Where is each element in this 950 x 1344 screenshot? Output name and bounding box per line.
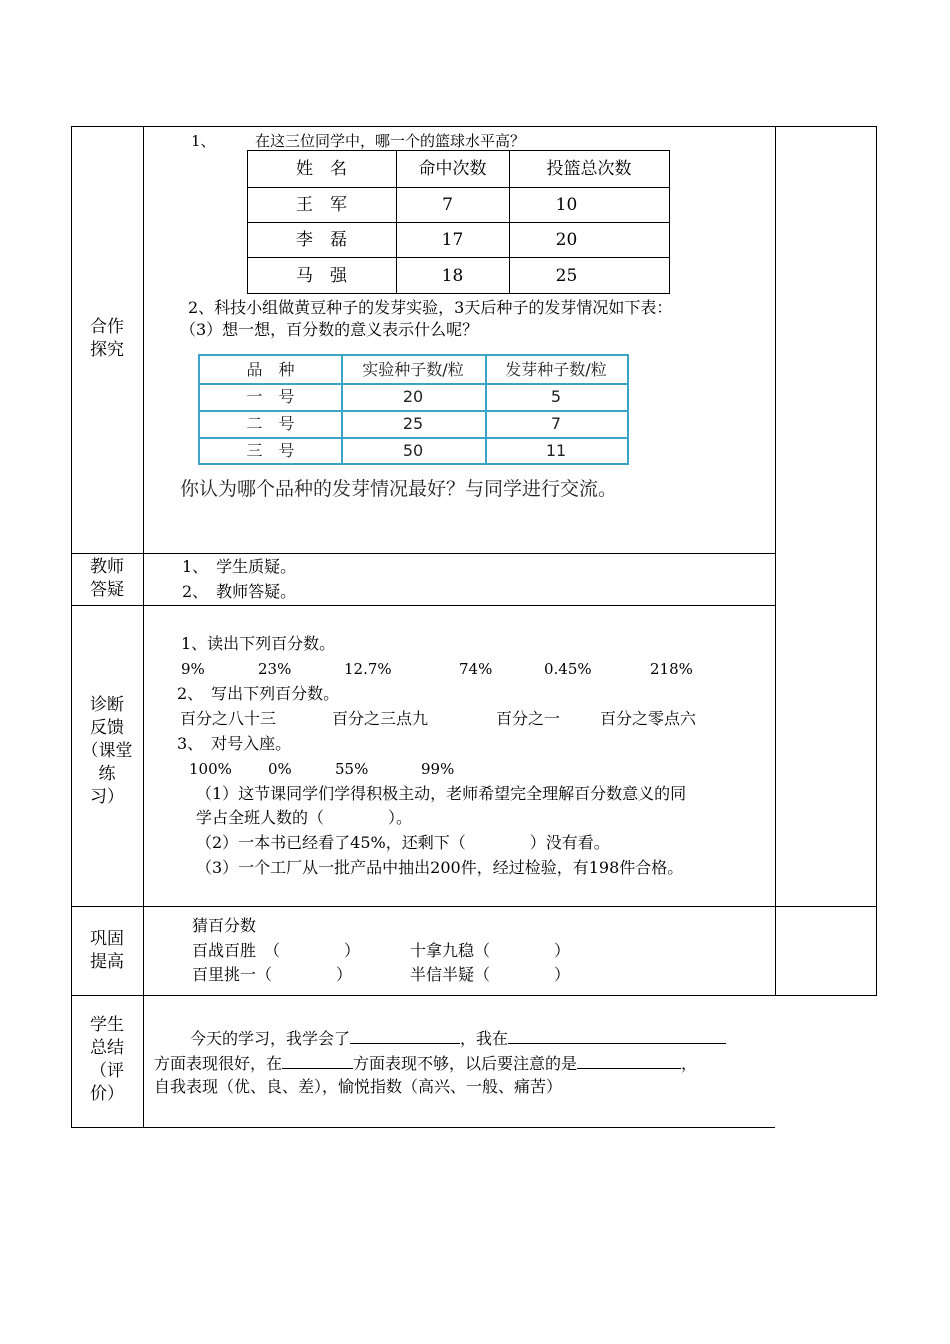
label-summary: 学生 总结 （评 价）: [90, 1015, 124, 1104]
seed-header-sprouted: 发芽种子数/粒: [505, 360, 607, 379]
table-cell: 17: [441, 230, 464, 250]
summary-text-learned: 今天的学习，我学会了: [190, 1029, 351, 1048]
grid-bottom: [71, 1127, 775, 1128]
teacher-item-1: 1、 学生质疑。: [182, 557, 297, 576]
diag-q1-value: 9%: [181, 660, 205, 678]
summary-text-notice: 方面表现不够，以后要注意的是: [353, 1054, 578, 1073]
diag-q1-value: 74%: [459, 660, 493, 678]
diag-q1-value: 23%: [258, 660, 292, 678]
basketball-header-total: 投篮总次数: [546, 159, 632, 179]
q1-text: 在这三位同学中，哪一个的篮球水平高？: [255, 132, 526, 150]
blank-attention[interactable]: [577, 1052, 681, 1069]
label-consolidate: 巩固 提高: [90, 929, 124, 972]
table-cell: 李 磊: [296, 230, 347, 250]
diag-q3-value: 55%: [335, 760, 369, 778]
table-cell: 25: [555, 266, 578, 286]
diag-q3-value: 100%: [189, 760, 232, 778]
consolidate-title: 猜百分数: [192, 916, 257, 935]
table-cell: 王 军: [296, 195, 347, 215]
consolidate-item: 半信半疑（ ）: [410, 965, 571, 984]
basketball-header-hits: 命中次数: [418, 159, 487, 179]
grid-row-line-3: [71, 906, 877, 907]
table-cell: 20: [402, 387, 424, 406]
blank-weak-at[interactable]: [282, 1052, 353, 1069]
table-cell: 三 号: [246, 441, 295, 460]
diag-q1-value: 218%: [650, 660, 693, 678]
diag-q1-value: 0.45%: [544, 660, 592, 678]
q1-number: 1、: [191, 132, 216, 150]
summary-text-me: ，我在: [460, 1029, 509, 1048]
table-cell: 50: [402, 441, 424, 460]
grid-row-line-2: [71, 605, 775, 606]
summary-text-good: 方面表现很好，在: [154, 1054, 283, 1073]
label-diagnosis: 诊断 反馈 （课堂 练 习）: [81, 695, 133, 807]
table-cell: 25: [402, 414, 424, 433]
seed-header-variety: 品 种: [246, 360, 295, 379]
blank-good-at[interactable]: [508, 1027, 726, 1044]
q3-text: （3）想一想，百分数的意义表示什么呢？: [180, 320, 479, 339]
table-cell: 10: [555, 195, 578, 215]
basketball-header-name: 姓 名: [296, 159, 347, 179]
grid-label-divider: [143, 126, 144, 1128]
summary-line-1: [190, 1027, 726, 1049]
diag-q2-value: 百分之一: [496, 709, 561, 728]
table-cell: 18: [441, 266, 464, 286]
table-cell: 20: [555, 230, 578, 250]
table-cell: 马 强: [296, 266, 347, 286]
diag-q2-value: 百分之三点九: [332, 709, 429, 728]
table-cell: 11: [545, 441, 567, 460]
diag-q3-value: 0%: [268, 760, 292, 778]
table-cell: 一 号: [246, 387, 295, 406]
diag-q1-value: 12.7%: [344, 660, 392, 678]
diag-q2-value: 百分之零点六: [600, 709, 697, 728]
consolidate-item: 十拿九稳（ ）: [410, 941, 571, 960]
consolidate-item: 百里挑一（ ）: [192, 965, 353, 984]
grid-right: [876, 126, 877, 996]
label-teacher: 教师 答疑: [90, 557, 124, 600]
seed-table: [198, 354, 629, 465]
teacher-item-2: 2、 教师答疑。: [182, 582, 297, 601]
diag-q1-title: 1、读出下列百分数。: [181, 634, 336, 653]
seed-header-tested: 实验种子数/粒: [362, 360, 464, 379]
q2-text: 2、科技小组做黄豆种子的发芽实验，3天后种子的发芽情况如下表：: [188, 298, 673, 317]
diag-q3-item-1: （1）这节课同学们学得积极主动，老师希望完全理解百分数意义的同: [196, 784, 687, 803]
diag-q2-title: 2、 写出下列百分数。: [177, 684, 340, 703]
consolidate-item: 百战百胜 （ ）: [192, 941, 361, 960]
table-cell: 7: [550, 414, 562, 433]
diag-q3-item-3: （3）一个工厂从一批产品中抽出200件，经过检验，有198件合格。: [196, 858, 684, 877]
grid-row-line-1: [71, 553, 775, 554]
summary-line-3: 自我表现（优、良、差），愉悦指数（高兴、一般、痛苦）: [154, 1077, 563, 1096]
grid-row-line-4: [71, 995, 877, 996]
blank-learned[interactable]: [350, 1027, 460, 1044]
diag-q3-item-2: （2）一本书已经看了45%，还剩下（ ）没有看。: [196, 833, 610, 852]
grid-top: [71, 126, 877, 127]
diag-q3-title: 3、 对号入座。: [177, 734, 292, 753]
table-cell: 二 号: [246, 414, 295, 433]
diag-q2-value: 百分之八十三: [180, 709, 277, 728]
table-cell: 5: [550, 387, 562, 406]
diag-q3-value: 99%: [421, 760, 455, 778]
label-cooperate: 合作 探究: [90, 317, 124, 360]
table-cell: 7: [442, 195, 453, 215]
seed-question: 你认为哪个品种的发芽情况最好？与同学进行交流。: [180, 478, 618, 500]
grid-left: [71, 126, 72, 1128]
summary-text-comma: ，: [681, 1054, 698, 1073]
diag-q3-item-1-cont: 学占全班人数的（ ）。: [196, 808, 413, 827]
grid-content-divider: [775, 126, 776, 996]
summary-line-2: [154, 1052, 697, 1074]
